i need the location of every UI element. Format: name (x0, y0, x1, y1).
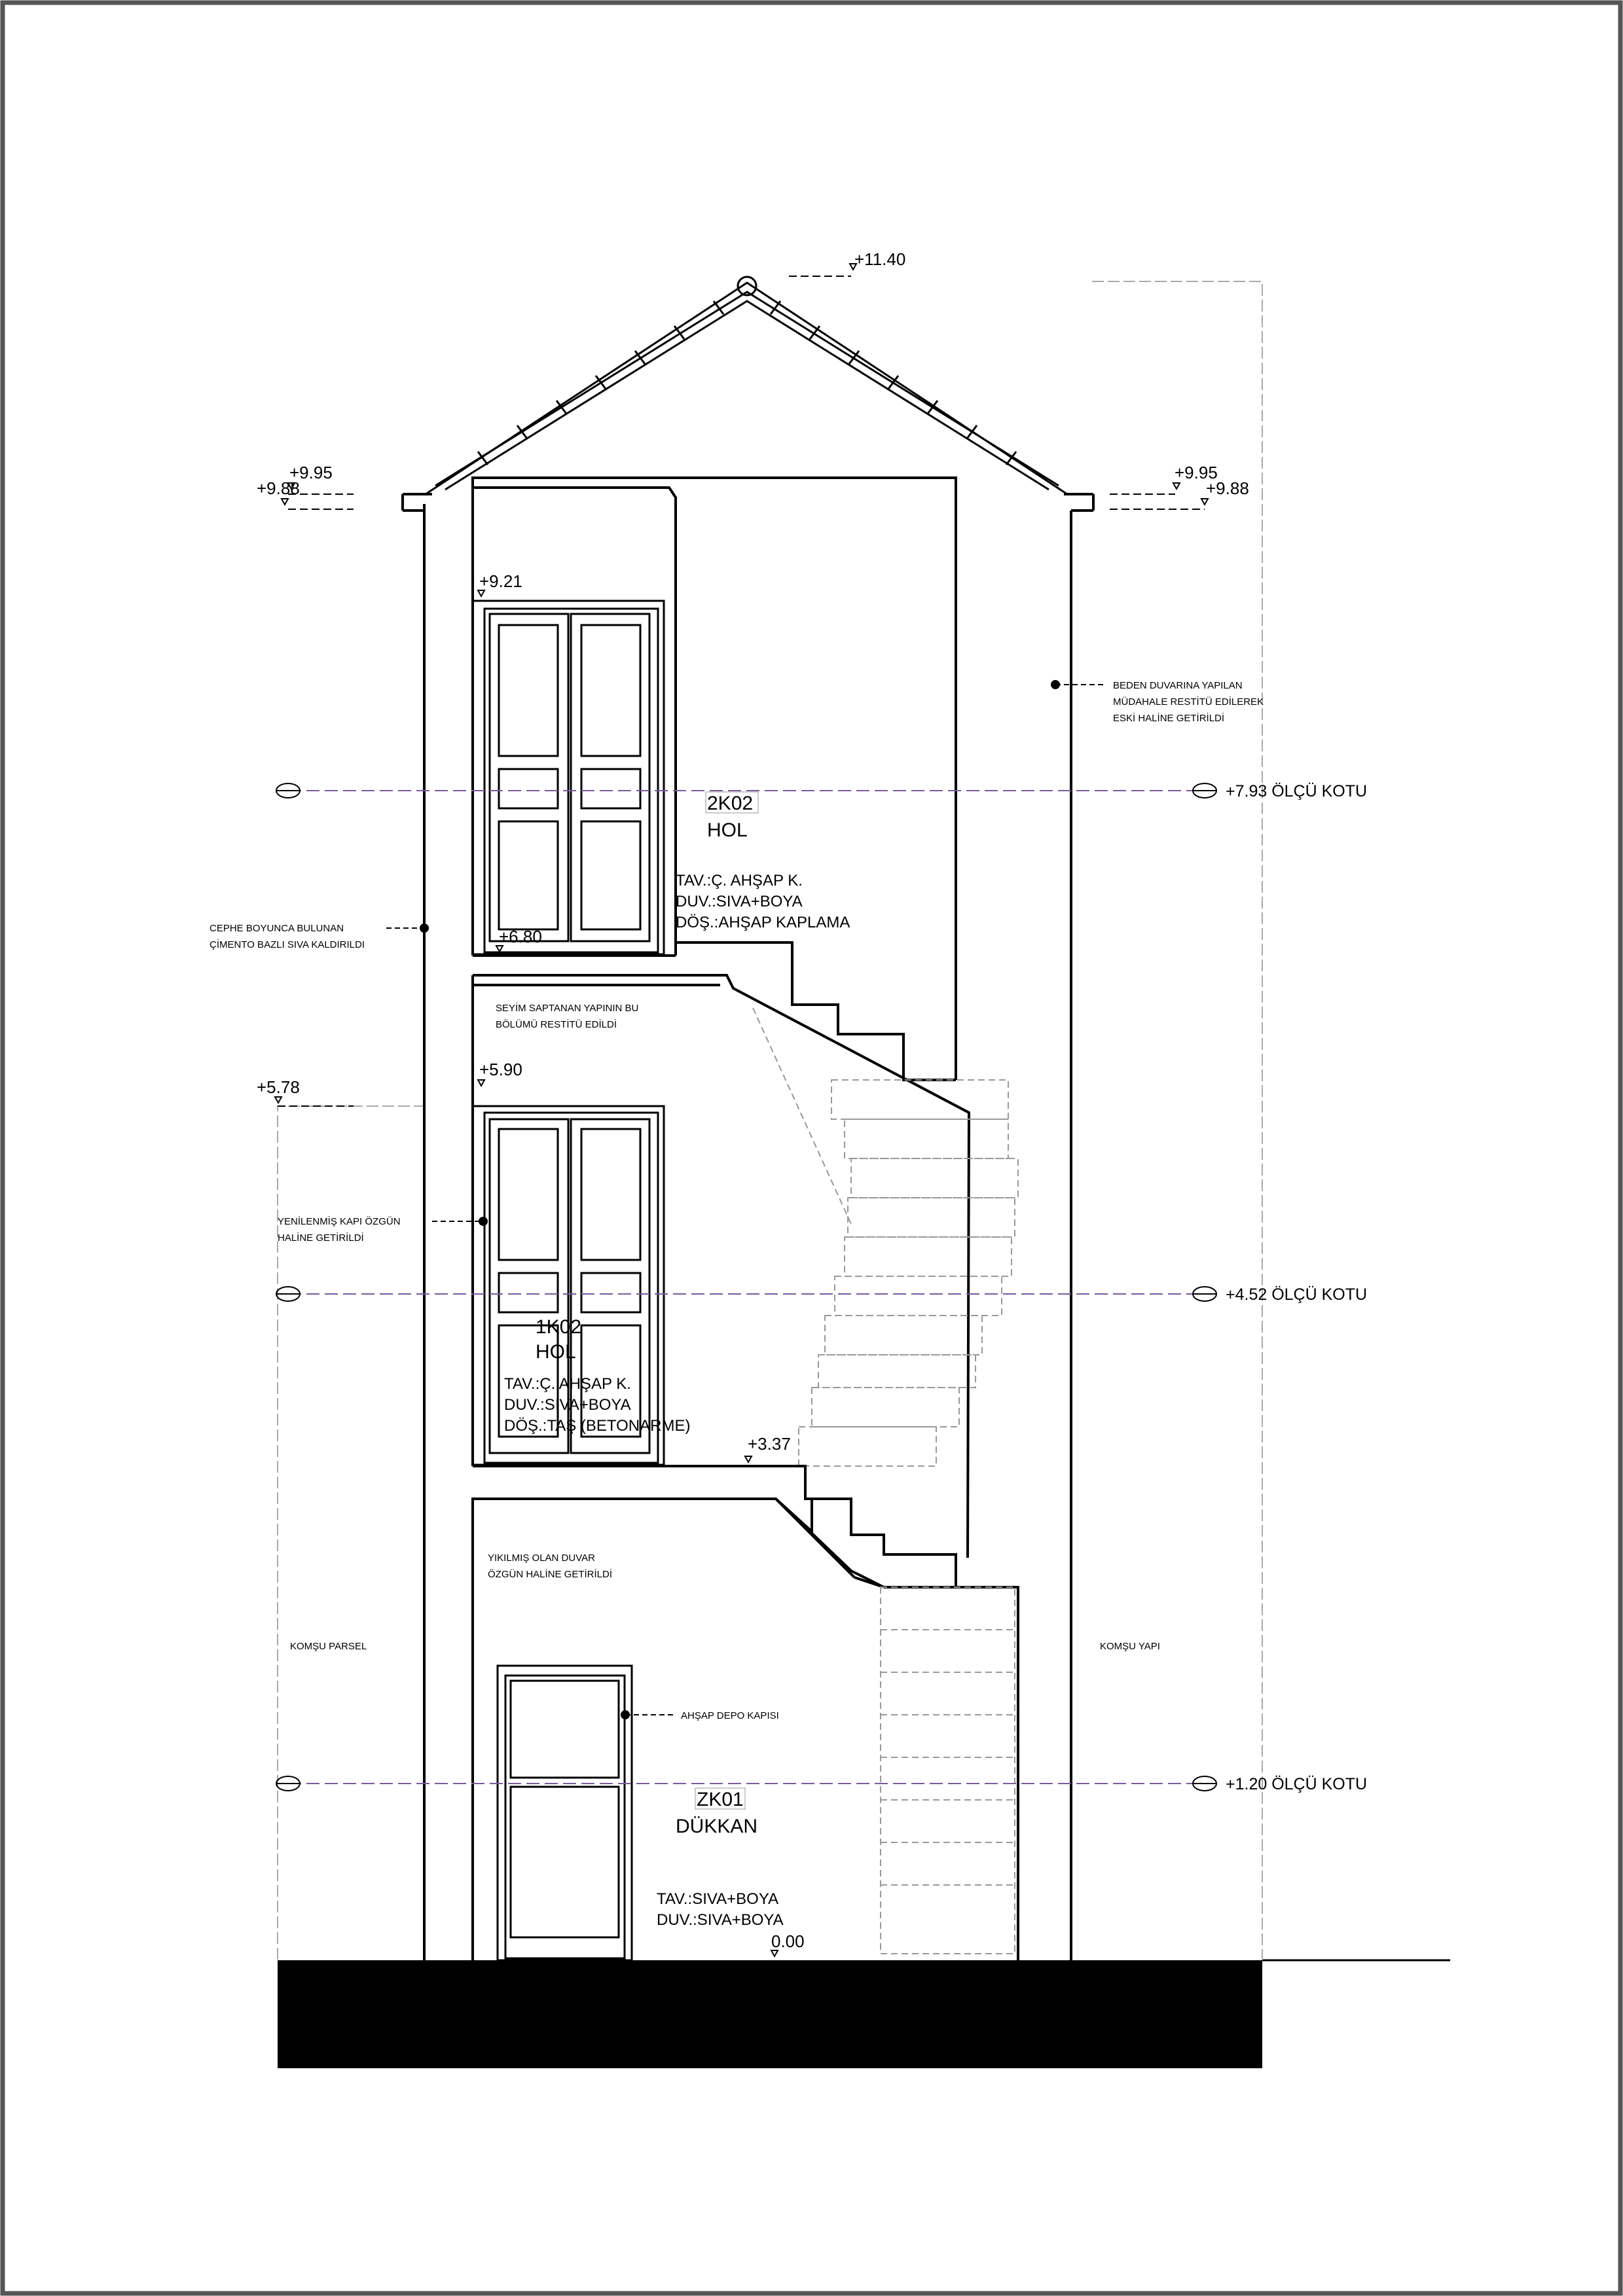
finish-1k02-2: DUV.:SIVA+BOYA (504, 1396, 631, 1414)
room-code-2k02: 2K02 (707, 793, 754, 814)
finish-2k02-3: DÖŞ.:AHŞAP KAPLAMA (676, 914, 850, 931)
note-door-1: YENİLENMİŞ KAPI ÖZGÜN (278, 1216, 401, 1227)
finish-1k02-1: TAV.:Ç. AHŞAP K. (504, 1375, 631, 1393)
level-eave-left-upper: +9.95 (289, 463, 333, 482)
upper-double-door (473, 601, 664, 954)
finish-zk01-2: DUV.:SIVA+BOYA (657, 1911, 784, 1929)
note-plaster-2: ÇİMENTO BAZLI SIVA KALDIRILDI (210, 939, 365, 950)
finish-1k02-3: DÖŞ.:TAŞ (BETONARME) (504, 1417, 691, 1435)
stair-hidden-lines (753, 1008, 1018, 1466)
note-right-wall-3: ESKİ HALİNE GETİRİLDİ (1113, 713, 1225, 724)
roof-tiles (426, 277, 1067, 494)
note-door-2: HALİNE GETİRİLDİ (278, 1232, 364, 1244)
note-demolished-2: ÖZGÜN HALİNE GETİRİLDİ (488, 1569, 613, 1580)
level-eave-right-upper: +9.95 (1175, 463, 1218, 482)
level-eave-right-lower: +9.88 (1206, 478, 1249, 498)
depot-door (498, 1666, 632, 1960)
reference-markers (276, 783, 1216, 1791)
note-right-wall-1: BEDEN DUVARINA YAPILAN (1113, 680, 1243, 691)
note-neighbour-parcel: KOMŞU PARSEL (290, 1641, 367, 1652)
reference-label-120: +1.20 ÖLÇÜ KOTU (1226, 1775, 1368, 1793)
level-lower-door-head: +5.90 (479, 1060, 522, 1079)
level-ground: 0.00 (771, 1931, 805, 1951)
room-code-zk01: ZK01 (697, 1789, 744, 1810)
level-upper-door-head: +9.21 (479, 571, 522, 591)
sheet-border (3, 3, 1620, 2293)
ground-stair-lines (881, 1587, 1015, 1954)
finish-2k02-1: TAV.:Ç. AHŞAP K. (676, 872, 803, 889)
finish-2k02-2: DUV.:SIVA+BOYA (676, 893, 803, 910)
level-landing: +3.37 (748, 1434, 791, 1454)
reference-label-793: +7.93 ÖLÇÜ KOTU (1226, 782, 1368, 800)
finish-zk01-1: TAV.:SIVA+BOYA (657, 1890, 779, 1908)
room-name-zk01: DÜKKAN (676, 1816, 758, 1837)
room-code-1k02: 1K02 (536, 1316, 582, 1338)
level-upper-floor: +6.80 (499, 927, 542, 946)
level-neighbour-roof: +5.78 (257, 1077, 300, 1097)
note-right-wall-2: MÜDAHALE RESTİTÜ EDİLEREK (1113, 696, 1264, 708)
note-survey-2: BÖLÜMÜ RESTİTÜ EDİLDİ (496, 1019, 617, 1030)
note-demolished-1: YIKILMIŞ OLAN DUVAR (488, 1552, 595, 1564)
note-survey-1: SEYİM SAPTANAN YAPININ BU (496, 1003, 639, 1014)
note-depot-door: AHŞAP DEPO KAPISI (681, 1710, 779, 1721)
level-ridge: +11.40 (854, 249, 906, 269)
ground-slab (278, 1960, 1262, 2068)
level-eave-left-lower: +9.88 (257, 478, 300, 498)
neighbour-building-outline (1092, 281, 1262, 1960)
note-plaster-1: CEPHE BOYUNCA BULUNAN (210, 923, 344, 934)
reference-label-452: +4.52 ÖLÇÜ KOTU (1226, 1285, 1368, 1304)
level-marker-symbols (275, 264, 1208, 1956)
room-name-2k02: HOL (707, 819, 748, 841)
note-neighbour-building: KOMŞU YAPI (1100, 1641, 1160, 1652)
room-name-1k02: HOL (536, 1341, 576, 1363)
